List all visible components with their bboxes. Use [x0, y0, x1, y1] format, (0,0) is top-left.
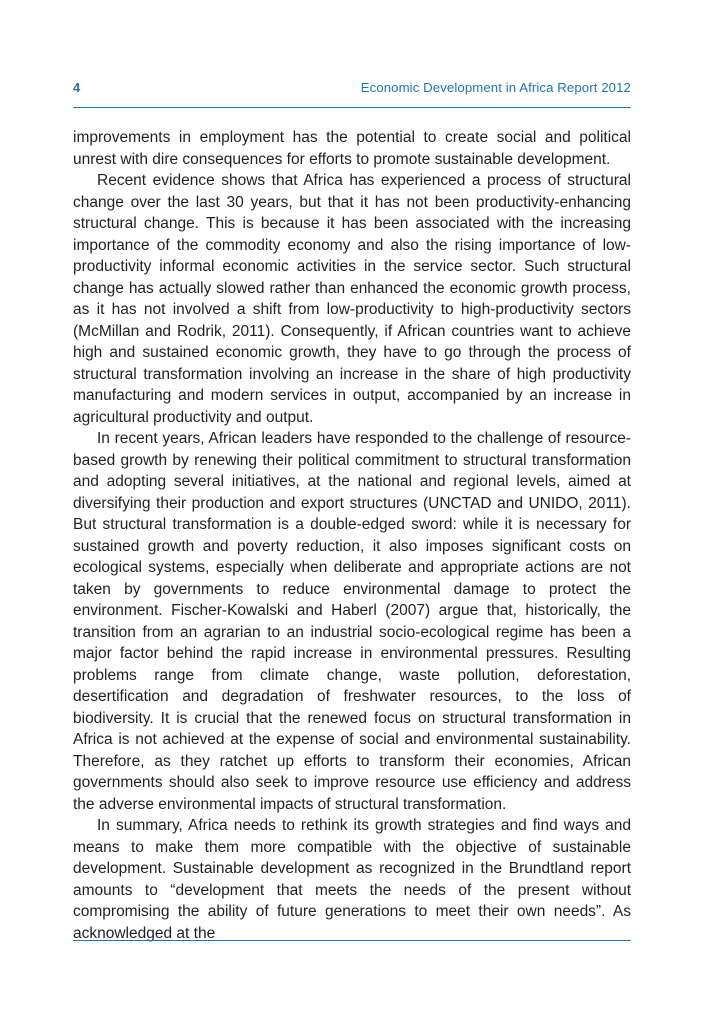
page-number: 4 — [73, 80, 81, 95]
body-text — [73, 127, 631, 944]
paragraph-continuation: improvements in employment has the potential to create social and political unrest with dire consequences for efforts to promote sustainable development. — [73, 129, 631, 168]
paragraph-african-leaders: In recent years, African leaders have responded to the challenge of resource-based growth by renewing their political commitment to structural transformation and adopting several initiatives, at the national and regional levels, aimed at diversifying their production and export structures (UNCTAD and UNIDO, 2011). But structural transformation is a double-edged sword: while it is necessary for sustained growth and poverty reduction, it also imposes significant costs on ecological systems, especially when deliberate and appropriate actions are not taken by governments to reduce environmental damage to protect the environment. Fischer-Kowalski and Haberl (2007) argue that, historically, the transition from an agrarian to an industrial socio-ecological regime has been a major factor behind the rapid increase in environmental pressures. Resulting problems range from climate change, waste pollution, deforestation, desertification and degradation of freshwater resources, to the loss of biodiversity. It is crucial that the renewed focus on structural transformation in Africa is not achieved at the expense of social and environmental sustainability. Therefore, as they ratchet up efforts to transform their economies, African governments should also seek to improve resource use efficiency and address the adverse environmental impacts of structural transformation. — [73, 430, 631, 813]
paragraph-structural-change: Recent evidence shows that Africa has experienced a process of structural change over the last 30 years, but that it has not been productivity-enhancing structural change. This is because it has been associated with the increasing importance of the commodity economy and also the rising importance of low-productivity informal economic activities in the service sector. Such structural change has actually slowed rather than enhanced the economic growth process, as it has not involved a shift from low-productivity to high-productivity sectors (McMillan and Rodrik, 2011). Consequently, if African countries want to achieve high and sustained economic growth, they have to go through the process of structural transformation involving an increase in the share of high productivity manufacturing and modern services in output, accompanied by an increase in agricultural productivity and output. — [73, 172, 631, 426]
page-header — [73, 78, 631, 100]
header-divider — [73, 107, 631, 108]
paragraph-summary: In summary, Africa needs to rethink its growth strategies and find ways and means to make them more compatible with the objective of sustainable development. Sustainable development as recognized in the Brundtland report amounts to “development that meets the needs of the present without compromising the ability of future generations to meet their own needs”. As acknowledged at the — [73, 817, 631, 942]
footer-divider — [73, 940, 631, 941]
running-title: Economic Development in Africa Report 2012 — [360, 80, 631, 95]
